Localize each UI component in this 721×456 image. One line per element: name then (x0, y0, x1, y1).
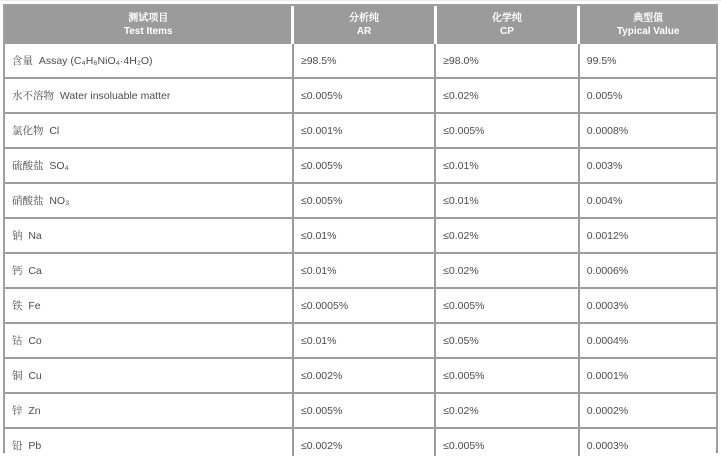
cell-cp: ≤0.01% (435, 183, 579, 218)
cell-item: 含量 Assay (C₄H₆NiO₄·4H₂O) (5, 44, 293, 78)
cell-typical: 0.0002% (579, 393, 716, 428)
table-row (5, 358, 716, 393)
cell-typical: 0.0001% (579, 358, 716, 393)
table-row (5, 428, 716, 456)
cell-ar: ≤0.005% (293, 393, 435, 428)
header-typical-value-en: Typical Value (616, 26, 680, 37)
cell-typical: 0.004% (579, 183, 716, 218)
cell-ar: ≤0.01% (293, 253, 435, 288)
header-row (5, 6, 716, 44)
cell-cp: ≤0.02% (435, 253, 579, 288)
cell-item: 锌 Zn (5, 393, 293, 428)
header-typical-value-cn: 典型值 (633, 13, 664, 24)
cell-typical: 0.005% (579, 78, 716, 113)
spec-table (5, 6, 716, 456)
spec-table-frame (3, 4, 718, 453)
cell-cp: ≤0.02% (435, 218, 579, 253)
cell-ar: ≤0.01% (293, 218, 435, 253)
cell-typical: 0.0008% (579, 113, 716, 148)
cell-ar: ≤0.002% (293, 358, 435, 393)
cell-item: 铜 Cu (5, 358, 293, 393)
cell-item: 硫酸盐 SO₄ (5, 148, 293, 183)
cell-cp: ≤0.01% (435, 148, 579, 183)
cell-typical: 0.003% (579, 148, 716, 183)
header-cp-cn: 化学纯 (491, 13, 522, 24)
cell-typical: 0.0012% (579, 218, 716, 253)
header-cp-en: CP (499, 26, 514, 37)
table-row (5, 393, 716, 428)
cell-ar: ≤0.002% (293, 428, 435, 456)
header-test-items (5, 6, 293, 44)
cell-item: 铁 Fe (5, 288, 293, 323)
cell-ar: ≤0.001% (293, 113, 435, 148)
table-row (5, 113, 716, 148)
table-row (5, 44, 716, 78)
cell-item: 钠 Na (5, 218, 293, 253)
cell-cp: ≤0.005% (435, 358, 579, 393)
cell-ar: ≥98.5% (293, 44, 435, 78)
cell-typical: 0.0006% (579, 253, 716, 288)
header-test-items-cn: 测试项目 (128, 13, 169, 24)
table-row (5, 253, 716, 288)
cell-item: 氯化物 Cl (5, 113, 293, 148)
cell-ar: ≤0.005% (293, 148, 435, 183)
cell-cp: ≥98.0% (435, 44, 579, 78)
cell-cp: ≤0.02% (435, 393, 579, 428)
table-header (5, 6, 716, 44)
cell-cp: ≤0.005% (435, 288, 579, 323)
table-row (5, 78, 716, 113)
table-row (5, 323, 716, 358)
header-ar-cn: 分析纯 (349, 13, 380, 24)
cell-cp: ≤0.005% (435, 428, 579, 456)
cell-item: 硝酸盐 NO₃ (5, 183, 293, 218)
table-row (5, 183, 716, 218)
cell-cp: ≤0.05% (435, 323, 579, 358)
cell-typical: 99.5% (579, 44, 716, 78)
header-ar-en: AR (356, 26, 372, 37)
cell-cp: ≤0.02% (435, 78, 579, 113)
cell-item: 铅 Pb (5, 428, 293, 456)
cell-ar: ≤0.0005% (293, 288, 435, 323)
header-test-items-en: Test Items (123, 26, 173, 37)
cell-ar: ≤0.01% (293, 323, 435, 358)
cell-item: 水不溶物 Water insoluable matter (5, 78, 293, 113)
cell-cp: ≤0.005% (435, 113, 579, 148)
cell-typical: 0.0003% (579, 288, 716, 323)
cell-typical: 0.0004% (579, 323, 716, 358)
table-row (5, 148, 716, 183)
cell-ar: ≤0.005% (293, 183, 435, 218)
header-ar (293, 6, 435, 44)
cell-typical: 0.0003% (579, 428, 716, 456)
header-cp (435, 6, 579, 44)
header-typical-value (579, 6, 716, 44)
table-row (5, 288, 716, 323)
cell-item: 钙 Ca (5, 253, 293, 288)
table-row (5, 218, 716, 253)
cell-ar: ≤0.005% (293, 78, 435, 113)
cell-item: 钴 Co (5, 323, 293, 358)
table-body (5, 44, 716, 456)
